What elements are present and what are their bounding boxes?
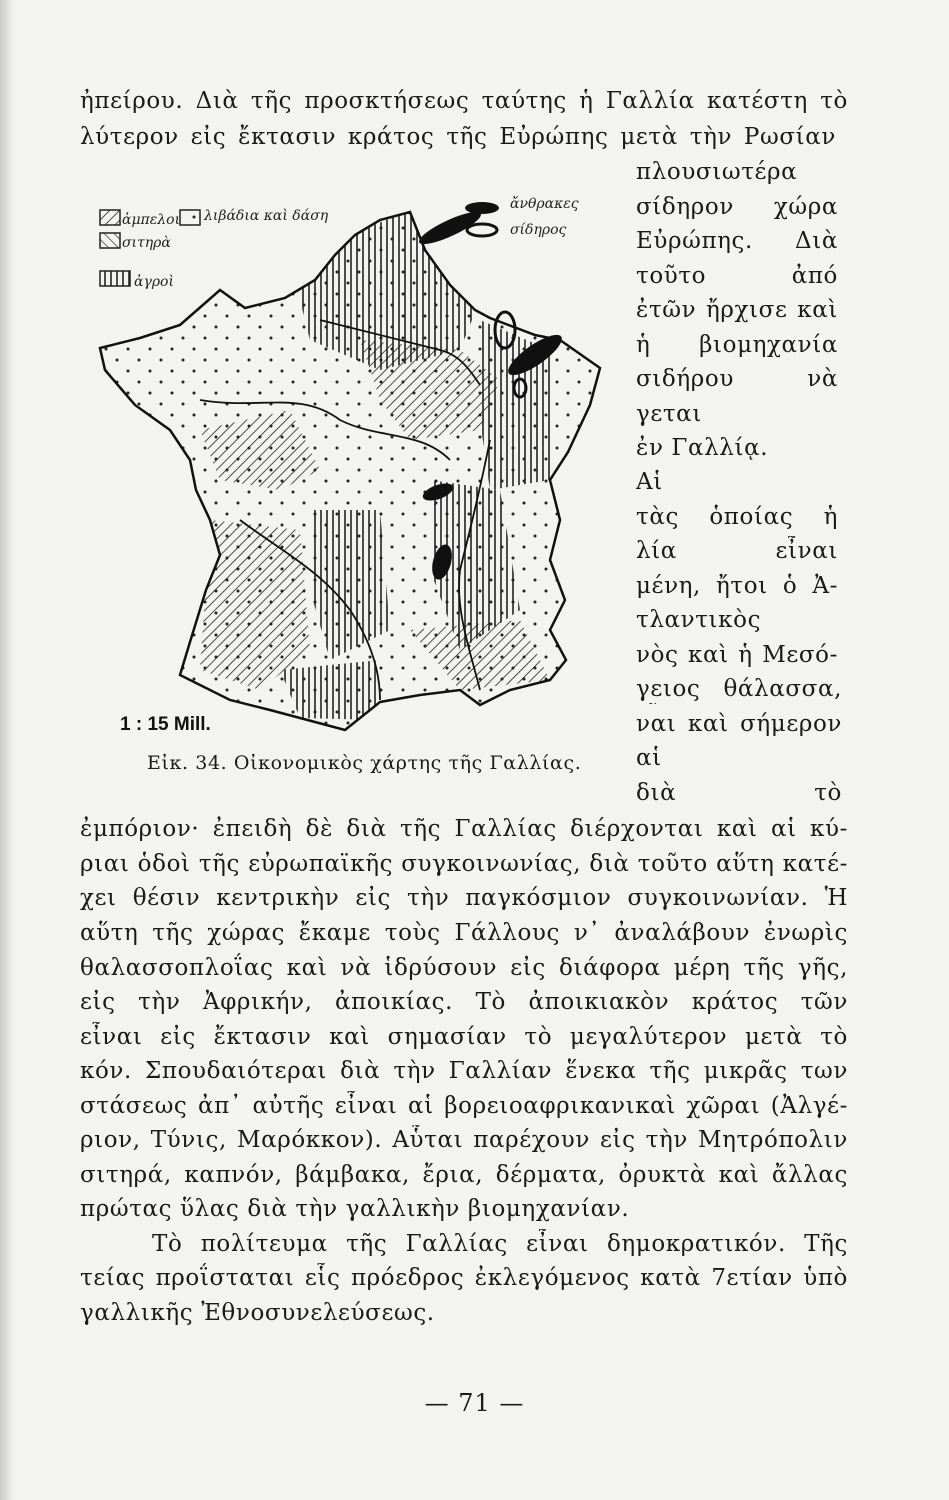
text-line: εἶναι εἰς ἔκτασιν καὶ σημασίαν τὸ μεγαλύτερον μετὰ τὸ [80, 1024, 848, 1050]
side-text-line: διὰ τὸ [636, 780, 842, 806]
coal-deposit [416, 206, 484, 249]
text-line: αὕτη τῆς χώρας ἔκαμε τοὺς Γάλλους ν᾽ ἀναλάβουν ἐνωρὶς [80, 920, 848, 946]
text-line: κόν. Σπουδαιότεραι διὰ τὴν Γαλλίαν ἕνεκα τῆς μικρᾶς των [80, 1058, 848, 1084]
text-line: σιτηρά, καπνόν, βάμβακα, ἔρια, δέρματα, ὀρυκτὰ καὶ ἄλλας [80, 1162, 848, 1188]
legend-swatch-grain [100, 233, 120, 248]
side-text-line: τλαντικὸς [636, 607, 762, 633]
text-line: πρώτας ὕλας διὰ τὴν γαλλικὴν βιομηχανίαν. [80, 1196, 630, 1222]
side-text-line: λία εἶναι [636, 538, 838, 564]
text-line: Τὸ πολίτευμα τῆς Γαλλίας εἶναι δημοκρατικόν. Τῆς [152, 1231, 848, 1257]
legend-label-iron: σίδηρος [510, 222, 567, 238]
legend-swatch-fields [100, 271, 130, 286]
side-text-line: σίδηρον χώρα [636, 194, 838, 220]
page-spine-shadow [0, 0, 16, 1500]
text-line: εἰς τὴν Ἀφρικήν, ἀποικίας. Τὸ ἀποικιακὸν κράτος τῶν [80, 989, 848, 1015]
legend-label-grain: σιτηρὰ [122, 235, 171, 251]
page-number: — 71 — [424, 1389, 525, 1417]
side-text-line: γεται [636, 401, 702, 427]
side-text-line: μένη, ἤτοι ὁ Ἀ- [636, 573, 838, 599]
legend-label-coal: ἄνθρακες [510, 196, 579, 212]
text-line: στάσεως ἀπ᾽ αὐτῆς εἶναι αἱ βορειοαφρικανικαὶ χῶραι (Ἀλγέ- [80, 1093, 848, 1119]
legend-swatch-vineyards [100, 210, 120, 225]
side-text-line: ἐτῶν ἤρχισε καὶ [636, 297, 838, 323]
side-text-line: νὸς καὶ ἡ Μεσό- [636, 642, 838, 668]
text-line: χει θέσιν κεντρικὴν εἰς τὴν παγκόσμιον συγκοινωνίαν. Ἡ [80, 885, 848, 911]
legend-swatch-pasture [180, 210, 200, 225]
side-text-line: ἐν Γαλλίᾳ. [636, 435, 769, 461]
text-line: θαλασσοπλοΐας καὶ νὰ ἱδρύσουν εἰς διάφορα μέρη τῆς γῆς, [80, 955, 848, 981]
legend-label-fields: ἀγροὶ [134, 274, 174, 290]
side-text-line: Εὐρώπης. Διὰ [636, 228, 838, 254]
side-text-line: γειος θάλασσα, [636, 676, 842, 702]
text-line: ἐμπόριον· ἐπειδὴ δὲ διὰ τῆς Γαλλίας διέρχονται καὶ αἱ κύ- [80, 816, 848, 842]
side-text-line: πλουσιωτέρα [636, 159, 798, 185]
side-text-line: Αἱ [636, 469, 663, 495]
figure-caption: Εἰκ. 34. Οἰκονομικὸς χάρτης τῆς Γαλλίας. [147, 752, 582, 774]
text-line: λύτερον εἰς ἔκτασιν κράτος τῆς Εὐρώπης μετὰ τὴν Ρωσίαν [80, 124, 836, 150]
text-line: ἠπείρου. Διὰ τῆς προσκτήσεως ταύτης ἡ Γαλλία κατέστη τὸ [80, 88, 848, 114]
side-text-line: τοῦτο ἀπό [636, 263, 838, 289]
side-text-line: ναι καὶ σήμερον [636, 711, 842, 737]
side-text-line: τὰς ὁποίας ἡ [636, 504, 838, 530]
text-line: τείας προΐσταται εἷς πρόεδρος ἐκλεγόμενος κατὰ 7ετίαν ὑπὸ [80, 1265, 848, 1291]
legend-swatch-iron [467, 224, 497, 236]
side-text-line: σιδήρου νὰ [636, 366, 838, 392]
economic-map-of-france [80, 190, 630, 750]
text-line: γαλλικῆς Ἐθνοσυνελεύσεως. [80, 1300, 435, 1326]
side-text-line: αἱ [636, 745, 662, 771]
side-text-line: ἡ βιομηχανία [636, 332, 838, 358]
text-line: ριαι ὁδοὶ τῆς εὐρωπαϊκῆς συγκοινωνίας, διὰ τοῦτο αὕτη κατέ- [80, 851, 848, 877]
legend-label-pasture: λιβάδια καὶ δάση [204, 208, 329, 224]
legend-swatch-coal [465, 202, 499, 214]
text-line: ριον, Τύνις, Μαρόκκον). Αὗται παρέχουν εἰς τὴν Μητρόπολιν [80, 1127, 848, 1153]
map-scale: 1 : 15 Mill. [120, 714, 211, 735]
legend-label-vineyards: ἀμπελοι [122, 212, 181, 228]
